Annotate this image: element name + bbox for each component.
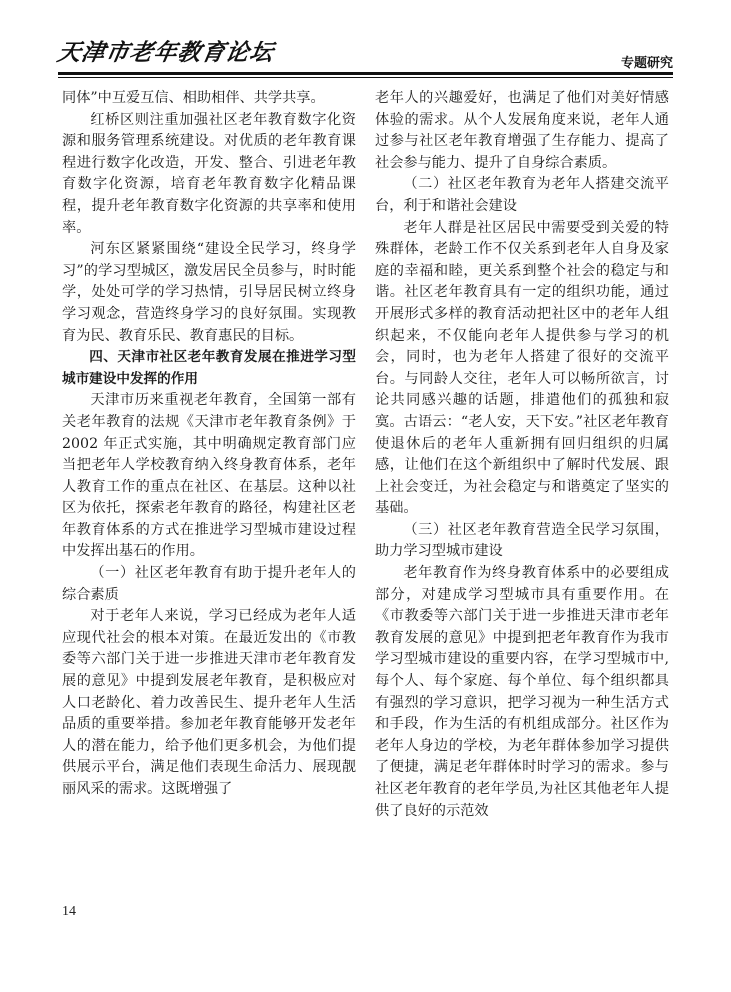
paragraph: 老年人群是社区居民中需要受到关爱的特殊群体，老龄工作不仅关系到老年人自身及家庭的幸福和睦，更关系到整个社会的稳定与和谐。社区老年教育具有一定的组织功能，通过开展形式多样的教育活动把社区中的老年人组织起来，不仅能向老年人提供参与学习的机会，同时，也为老年人搭建了很好的交流平台。与同龄人交往，老年人可以畅所欲言，讨论共同感兴趣的话题，排遣他们的孤独和寂寞。古语云：“老人安，天下安。”社区老年教育使退休后的老年人重新拥有回归组织的归属感，让他们在这个新组织中了解时代发展、跟上社会变迁，为社会稳定与和谐奠定了坚实的基础。	[375, 219, 669, 517]
journal-logo: 天津市老年教育论坛	[55, 39, 277, 66]
page-number: 14	[62, 904, 76, 919]
paragraph: 天津市历来重视老年教育，全国第一部有关老年教育的法规《天津市老年教育条例》于 2002 年正式实施，其中明确规定教育部门应当把老年人学校教育纳入终身教育体系，老年人教育工作的重点在社区、在基层。这种以社区为依托，探索老年教育的路径，构建社区老年教育体系的方式在推进学习型城市建设过程中发挥出基石的作用。	[62, 392, 356, 560]
subsection-heading: （一）社区老年教育有助于提升老年人的综合素质	[62, 565, 356, 603]
paragraph: 对于老年人来说，学习已经成为老年人适应现代社会的根本对策。在最近发出的《市教委等六部门关于进一步推进天津市老年教育发展的意见》中提到发展老年教育，是积极应对人口老龄化、着力改善民生、提升老年人生活品质的重要举措。参加老年教育能够开发老年人的潜在能力，给予他们更多机会，为他们提供展示平台，满足他们表现生命活力、展现靓丽风采的需求。这既增强了	[62, 608, 356, 797]
section-heading: 四、天津市社区老年教育发展在推进学习型城市建设中发挥的作用	[62, 349, 356, 387]
paragraph: 同体”中互爱互信、相助相伴、共学共享。	[62, 90, 325, 106]
paragraph: 河东区紧紧围绕“建设全民学习，终身学习”的学习型城区，激发居民全员参与，时时能学，处处可学的学习热情，引导居民树立终身学习观念，营造终身学习的良好氛围。实现教育为民、教育乐民、教育惠民的目标。	[62, 241, 356, 344]
paragraph: 老年人的兴趣爱好，也满足了他们对美好情感体验的需求。从个人发展角度来说，老年人通过参与社区老年教育增强了生存能力、提高了社会参与能力、提升了自身综合素质。	[375, 90, 669, 171]
subsection-heading: （三）社区老年教育营造全民学习氛围，助力学习型城市建设	[375, 521, 669, 560]
subsection-heading: （二）社区老年教育为老年人搭建交流平台，利于和谐社会建设	[375, 176, 669, 214]
header-rule-thick	[58, 72, 673, 75]
page-header	[55, 0, 673, 76]
right-column	[375, 88, 669, 822]
section-label: 专题研究	[620, 56, 673, 71]
paragraph: 红桥区则注重加强社区老年教育数字化资源和服务管理系统建设。对优质的老年教育课程进行数字化改造，开发、整合、引进老年教育数字化资源，培育老年教育数字化精品课程，提升老年教育数字化资源的共享率和使用率。	[62, 111, 356, 236]
header-rule-thin	[58, 77, 673, 78]
paragraph: 老年教育作为终身教育体系中的必要组成部分，对建成学习型城市具有重要作用。在《市教委等六部门关于进一步推进天津市老年教育发展的意见》中提到把老年教育作为我市学习型城市建设的重要内容，在学习型城市中,每个人、每个家庭、每个单位、每个组织都具有强烈的学习意识，把学习视为一种生活方式和手段，作为生活的有机组成部分。社区作为老年人身边的学校，为老年群体参加学习提供了便捷，满足老年群体时时学习的需求。参与社区老年教育的老年学员,为社区其他老年人提供了良好的示范效	[375, 565, 669, 819]
left-column	[62, 88, 356, 801]
